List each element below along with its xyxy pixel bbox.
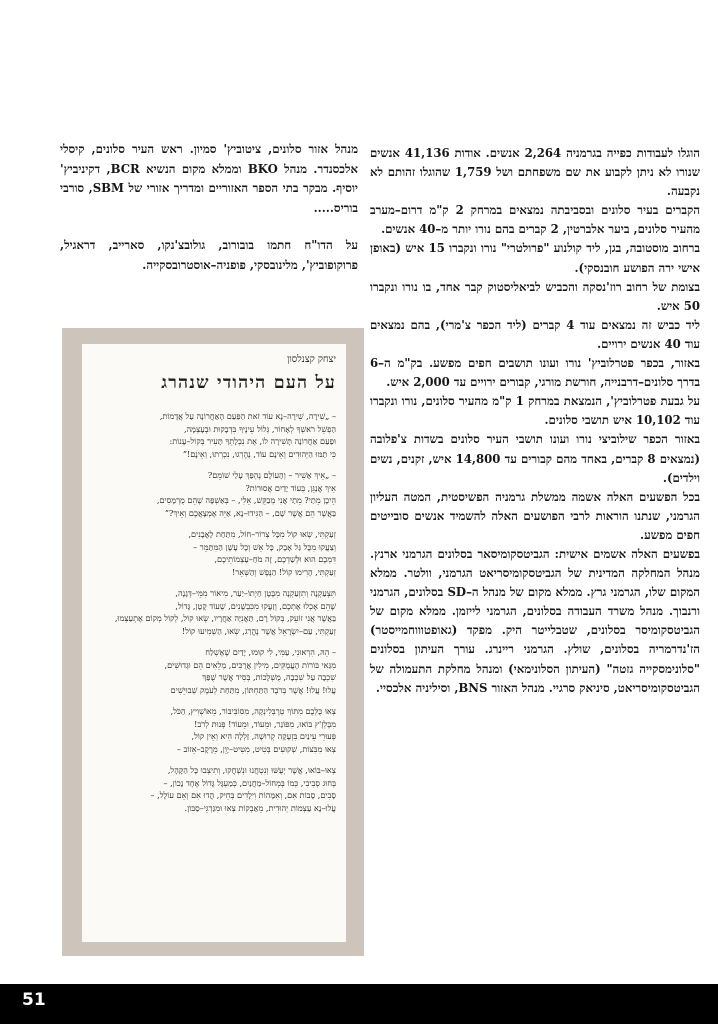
poem-stanza <box>90 528 336 578</box>
poem-line: צְאוּ כֻּלְּכֶם מִתּוֹךְ טְרֶבְּלִינְקָה, מִסּוֹבִּיבּוֹר, מֵאוֹשְׁוִיץ, הַכֹּל, <box>170 706 336 716</box>
officials-paragraph: מנהל אזור סלונים, ציטוביץ' סמיון. ראש העיר סלונים, קיסלי אלכסנדר. מנהל BKO וממלא מקום הנשיא BCR, דקיניביץ' יוסיף. מבקר בתי הספר האזוריים ומדריך אזורי של SBM, סורבי בוריס..... <box>60 142 358 215</box>
poem-line: וּפַעַם אַחֲרוֹנָה תָּשִׁירָה לוֹ, אֶת נִבְלָתְךָ תָּעִיר בְּקוֹל–עָנוֹת: <box>169 436 336 446</box>
poem-line: כִּי תַמּוּ הַיְּהוּדִים וְאֵינָם עוֹד, נֶהֶרְגוּ, נִכְרְתוּ, וְאֵינָם!” <box>182 448 336 459</box>
body-paragraph: בצומת של רחוב רוז'נסקה והכביש לביאליסטוק קבר אחד, בו נורו ונקברו 50 איש. <box>370 279 700 313</box>
poem-line: שֶׁהֵם אָכְלוּ אֶתְכֶם, וְזַעֲקוּ מִכִּבְשָׁנִים, שֶׁעוֹד קָטָן, גָּדוֹל, <box>175 600 336 611</box>
poem-stanza <box>90 646 336 696</box>
body-paragraph: באזור, בכפר פטרלוביץ' נורו ועונו תושבים חפים מפשע. בק"מ ה–6 בדרך סלונים–דרבנייה, חורשת מורגי, קבורים ירויים עד 2,000 איש. <box>370 356 700 390</box>
poem-line: זְעַקְתִּי, שְׂאוּ קוֹל מִכָּל צְרוֹר–חוֹל, מִתַּחַת לָאֲבָנִים, <box>188 529 336 539</box>
right-text-column <box>370 144 700 698</box>
poem-line: מִבֶּלְזֶ'ץ בּוֹאוּ, מִפּוֹנַר, וּמֵעוֹד, וּמֵעוֹד! פְּנוּת לְרֹב! <box>194 718 336 729</box>
left-text-column <box>60 140 358 276</box>
poem-line: צְאוּ–בּוֹאוּ, אֲשֶׁר יְעֻשּׁוּ וְנִטְחֲנוּ וּנְשְׁחֲקוּ, וְתִיצְבוּ כָּל הַקָּהָל, <box>167 765 336 775</box>
footer-bar <box>0 984 718 1024</box>
poem-line: דִּמְכֶם הוּא וּלְשַׁדְכֶם, זֶה מֹחַ–עַצְמוֹתֵיכֶם, <box>214 554 336 564</box>
poem-author: יצחק קצנלסון <box>286 354 336 365</box>
poem-line: סָבִים, סָבוֹת אִם, וְאִמָּהוֹת וִילָדִים בְּחֵיק, הֲדוּ אִם וְאֵם עוֹלָל, – <box>150 790 336 800</box>
poem-line: – „אֵיךְ אָשִׁיר – וְהָעוֹלָם נֶהְפַּךְ עָלַי שׁוֹמֵם? <box>207 470 336 480</box>
signatories-paragraph: על הדו"ח חתמו בובורוב, גולובצ'נקו, סארייב, דראגיל, פרוקופוביץ', מלינובסקי, פופניה–אוסטרובסקייה. <box>60 238 358 272</box>
body-paragraph: ברחוב מוסטובה, בגן, ליד קולנוע "פרולטרי" נורו ונקברו 15 איש (באופן אישי ירה הפושע חובנסקי). <box>370 241 700 275</box>
poem-line: בְּחוּג סְבִיבִי, כְּמוֹ בְּמְחוֹל–מַחֲנַיִם, כְּמַעְגָּל גָּדוֹל אֶחָד נָכוֹן, – <box>163 777 336 788</box>
body-paragraph: הוגלו לעבודות כפייה בגרמניה 2,264 אנשים. אודות 41,136 אנשים שנורו לא ניתן לקבוע את שם משפחתם ושל 1,759 שהוגלו זהותם לא נקבעה. <box>370 146 701 199</box>
poem-line: שִׁכְבָה עַל שִׁכְבָה, מֻשְׁלָכוֹת, בְּסִיד אֲשֶׁר שֻׁפַּךְ <box>202 672 336 682</box>
poem-page <box>82 344 346 942</box>
poem-stanza <box>90 410 336 460</box>
poem-line: עֲלוּ! עֲלוּ! אֲשֶׁר בְּרֹבֶד הַתַּחְתּוֹן, מִתַּחַת לְעֹמֶק שְׁבוּיֵשִׁים <box>170 684 336 695</box>
poem-line: זְעַקְתִּי, הָרִימוּ קוֹל! הַנֶּפֶשׁ וְהַשְּׁאֵר! <box>232 566 336 577</box>
poem-line: פְּעוּרֵי עֵינַיִם בִּזְעָקָה קְרוּשָׁה, זַלְלָה הִיא וְאֵין קוֹל, <box>191 731 336 741</box>
poem-line: בַּאֲשֶׁר הֵם אֲשֶׁר שָׁם, – הַגִּידוּ–נָא, אַיֵּה אֶמְצָאֲכֶם וְאֵיךְ?” <box>164 507 336 518</box>
body-paragraph: ליד כביש זה נמצאים עוד 4 קברים (ליד הכפר צ'מרי), בהם נמצאים עוד 40 אנשים ירויים. <box>370 317 700 351</box>
body-paragraph: הקברים בעיר סלונים ובסביבתה נמצאים במרחק 2 ק"מ דרום–מערב מהעיר סלונים, ביער אלברטין, 2 קברים בהם נורו יותר מ–40 אנשים. <box>370 203 700 237</box>
poem-stanza <box>90 469 336 519</box>
poem-line: מִגַּאי בּוֹרוֹת הָעֲמֻקִּים, מִילִין אֲרֻכִּים, מְלֵאִים הֵם וּגְדוּשִׁים, <box>164 659 336 670</box>
poem-line: זְעַקְתִּי, עַם–יִשְׂרָאֵל אֲשֶׁר נֶהֱרַג, שְׂאוּ, הַשְׁמִיעוּ קוֹל! <box>181 625 336 636</box>
body-paragraph: בכל הפשעים האלה אשמה ממשלת גרמניה הפשיסטית, המטה העליון הגרמני, שנתנו הוראות לרבי הפושעים האלה להשמיד אנשים סובייטים חפים מפשע. <box>370 489 700 542</box>
poem-line: אֵיךְ אֲנַגֵּן, בְּעוֹד יָדַיִם אֲסוּרוֹת? <box>245 482 336 493</box>
body-paragraph: בפשעים האלה אשמים אישית: הגביטסקומיסאר בסלונים הגרמני ארנץ. מנהל המחלקה המדינית של הגביטסקומיסריאט הגרמני, וולטר. ממלא המקום שלו, הגרמני גרץ. ממלא מקום של מנהל ה–SD בסלונים, הגרמני ורנבוך. מנהל משרד העבודה בסלונים, הגרמני לייזמן. ממלא מקום של הגביטסקומיסר בסלונים, שטבלייטר היק. מפקד (גאופטוווחמייסטר) הז'נדרמריה בסלונים, שולץ. הגרמני ריינרג. עורך העיתון בסלונים "סלונימסקייה גזטה" (העיתון הסלונימאי) ומנהל מחלקת התעמולה של הגביטסקומיסריאט, סיניאק סרגיי. מנהל האזור BNS, וסיליניה אלכסיי. <box>370 546 701 695</box>
poem-stanza <box>90 705 336 755</box>
poem-line: תִּצְעַקְנָה וְתִזְעַקְנָה מִבֶּטֶן חַיְתוֹ–יַעַר, מִיאוֹר מִמֵּי–דְּגָנָה, <box>175 588 336 598</box>
poem-line: צְאוּ מִבִּצּוֹת, שְׁקוּעִים בְּטִיט, מִטִּיט–יָוֵן, מֵרָקָב–אֵזוֹב – <box>176 743 336 754</box>
poem-line: הַפְשֵׁל רֹאשְׁךָ לְאָחוֹר, גְּלוֹל עֵינֶיךָ בִּדְבָקוּת וּבְעָצְמָה, <box>183 423 336 434</box>
poem-line: עֲלוּ–נָא עַצְמוֹת יְהוּדִית, מֵאַבְקוֹת צְאוּ וּמִגַּרְגֵּי–סַבּוֹן. <box>184 802 336 813</box>
poem-stanza <box>90 764 336 814</box>
poem-line: וְצַעֲקוּ מִכָּל גַּל אָבָק, כָּל אֵשׁ וְכָל עָשָׁן הַמִּתַּמֵּר – <box>193 541 336 552</box>
poem-title: על העם היהודי שנהרג <box>161 373 336 393</box>
poem-line: בַּאֲשֶׁר אֲנִי זוֹעֵק, בְּקוֹל רָם, תַּאֲנִיָּה אַחֲרָיו, שְׂאוּ קוֹל, לְקוֹל מְקוֹם אֶתְעַצְּמוּ, <box>114 613 336 623</box>
poem-image-frame <box>62 328 364 956</box>
poem-line: – „שִׁירָה, שִׁירָה–נָא עוֹד זֹאת הַפַּעַם הָאַחֲרוֹנָה עַל אֲדָמוֹת, <box>159 411 336 421</box>
page-number: 51 <box>22 990 46 1010</box>
body-paragraph: על גבעת פטרלוביץ', הנמצאת במרחק 1 ק"מ מהעיר סלונים, נורו ונקברו עוד 10,102 איש תושבי סלונים. <box>370 394 701 428</box>
poem-body <box>90 410 336 823</box>
poem-line: – הֵהּ, הִרְאוּנִי, עַמִּי, לִי קוּמוּ, יָדַיִם שֶׁאֶשְׁלַח <box>205 647 336 657</box>
body-paragraph: באזור הכפר שילוביצי נורו ועונו תושבי העיר סלונים בשדות צ'פלובה (נמצאים 8 קברים, באחד מהם קבורים עד 14,800 איש, זקנים, נשים וילדים). <box>370 432 700 485</box>
poem-line: הֵיכָן מֵתַי? מֵתַי אֲנִי מְבַקֵּשׁ, אֵלִי, – בְּאַשְׁפָּה שֶׁהֵם מֻרְמָסִים, <box>156 495 336 505</box>
poem-stanza <box>90 587 336 637</box>
